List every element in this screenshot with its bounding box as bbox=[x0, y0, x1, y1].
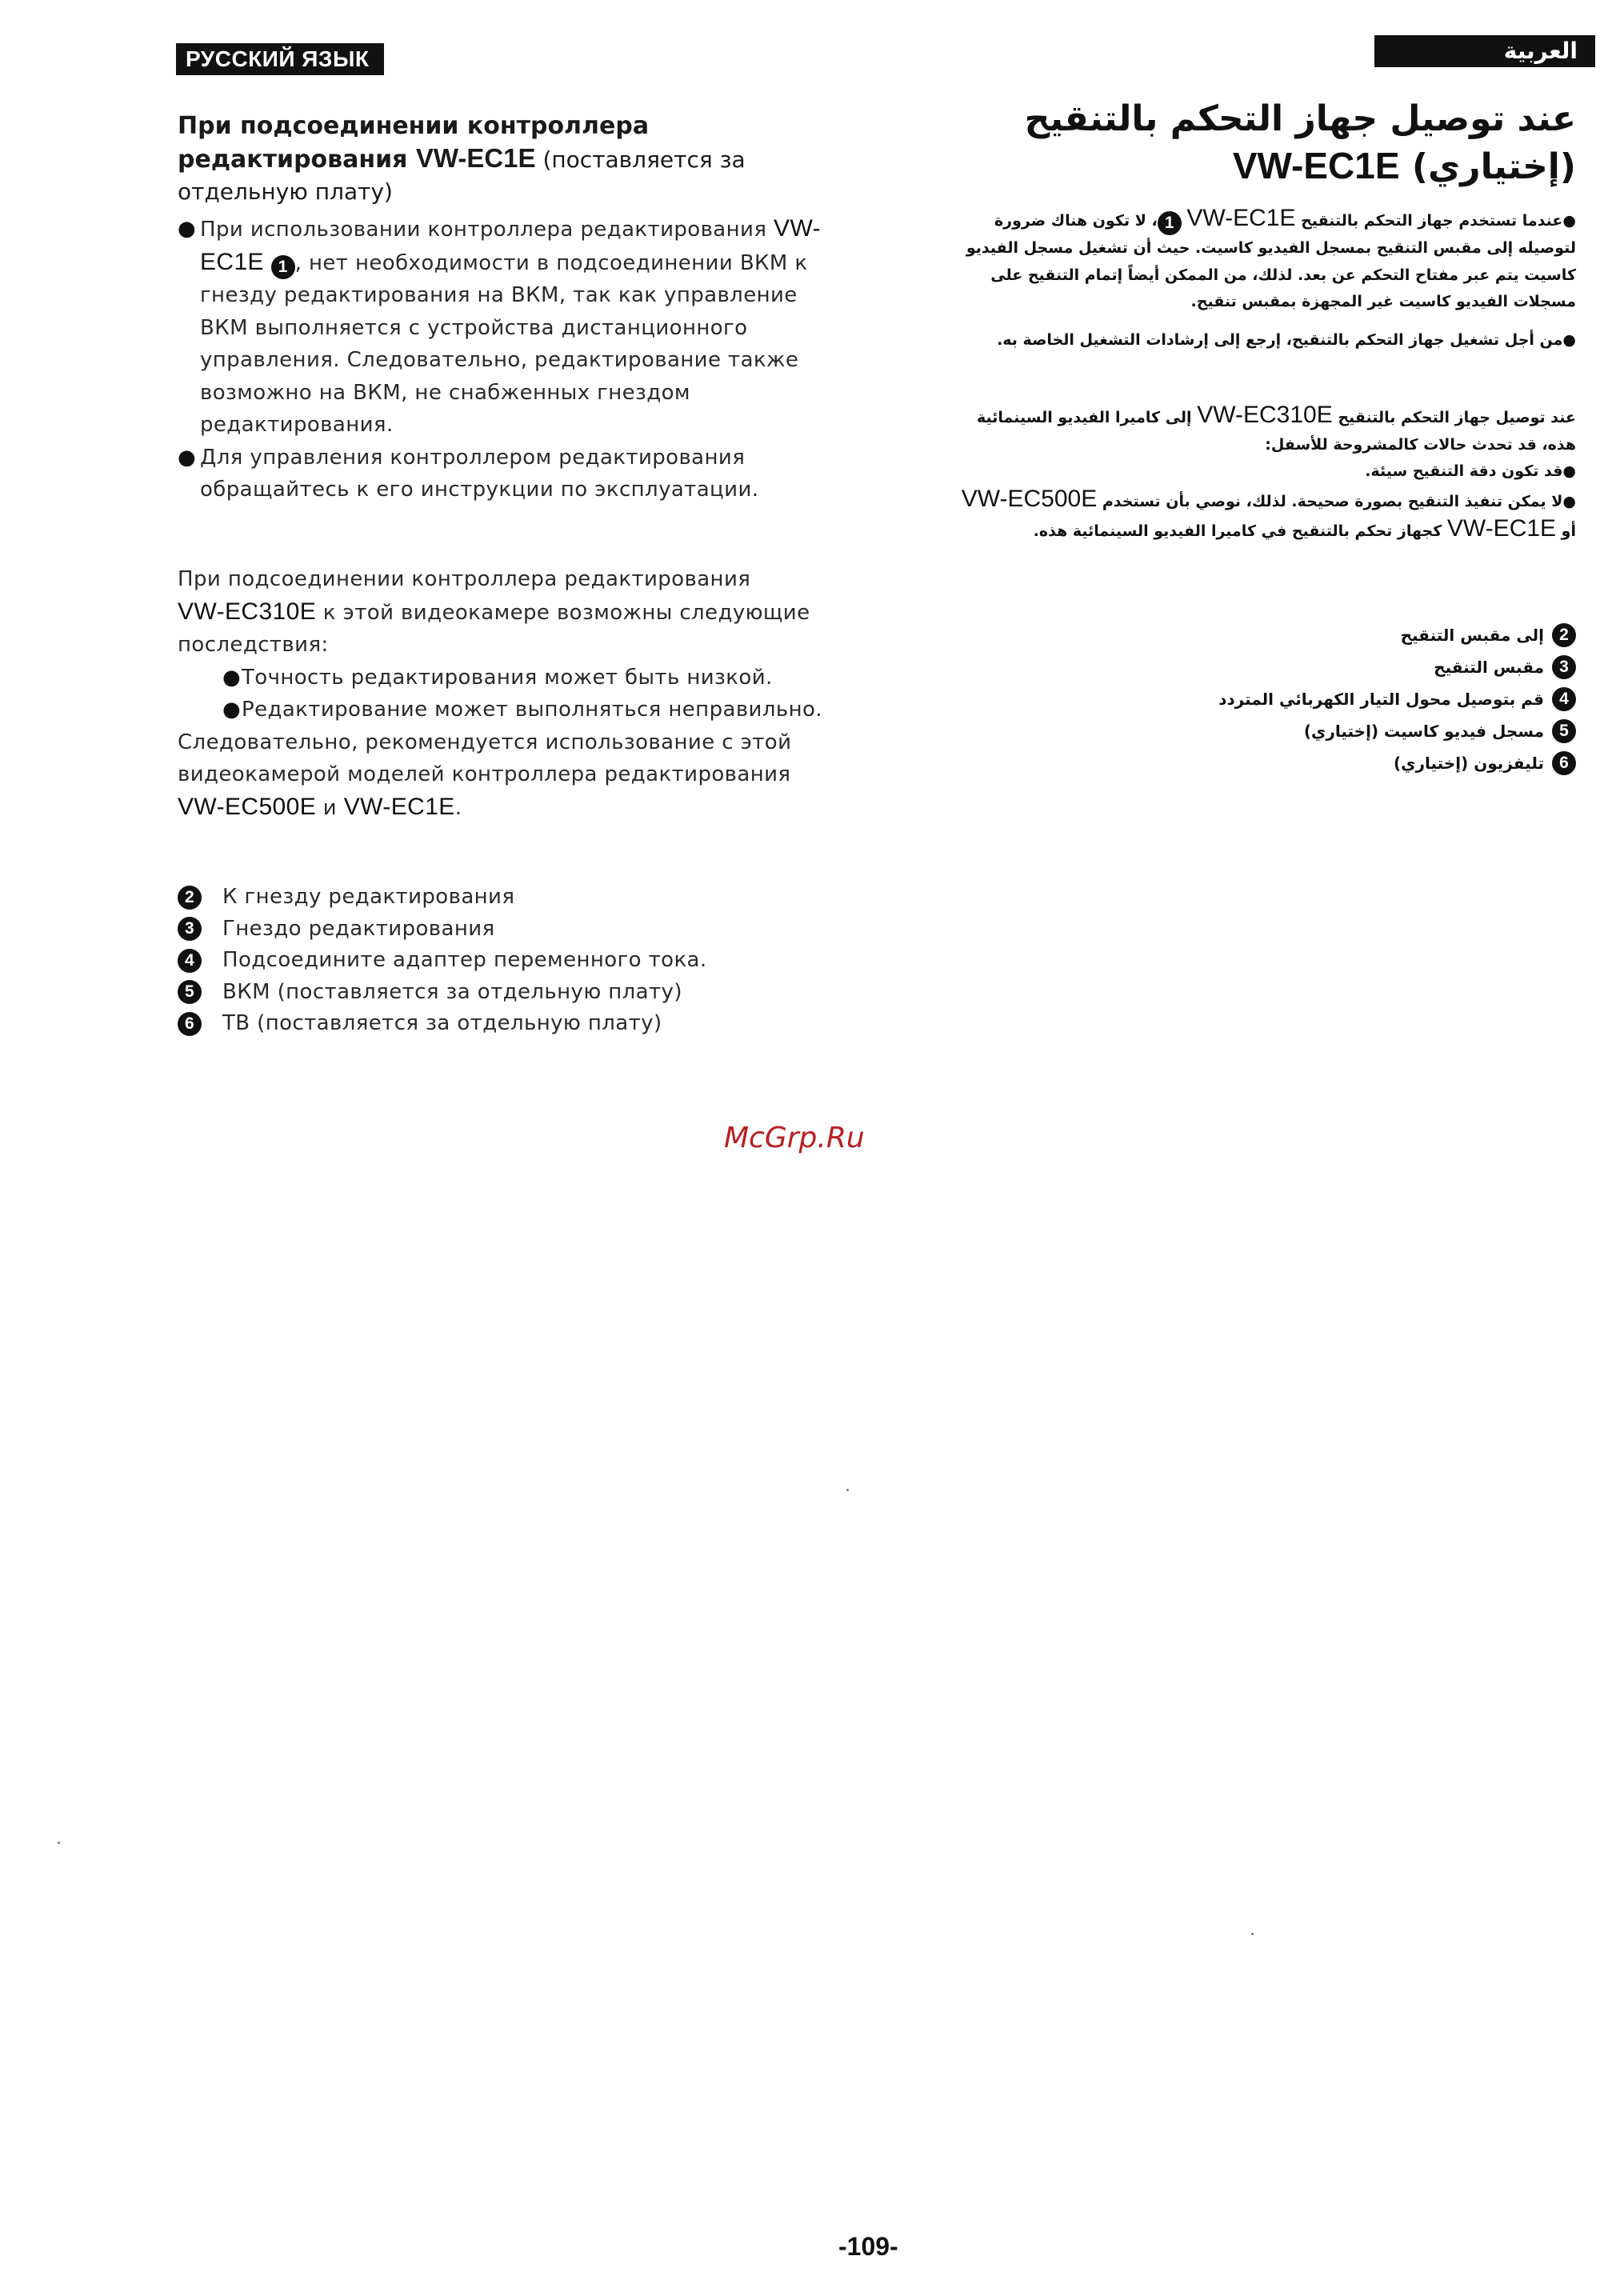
bullet-dot-icon: ● bbox=[1562, 212, 1576, 230]
bullet-text: При использовании контроллера редактирования bbox=[200, 218, 774, 242]
paragraph-text: كجهاز تحكم بالتنقيح في كاميرا الفيديو السينمائية هذه. bbox=[1033, 522, 1447, 540]
bullet-dot-icon: ● bbox=[178, 217, 197, 241]
legend-item bbox=[1176, 747, 1576, 779]
model-name: VW-EC310E bbox=[178, 598, 317, 625]
bullet-item bbox=[952, 205, 1576, 316]
bullet-dot-icon: ● bbox=[1562, 492, 1576, 510]
language-badge-arabic: العربية bbox=[1374, 35, 1595, 67]
language-badge-russian: РУССКИЙ ЯЗЫК bbox=[176, 43, 384, 75]
list-item-text: قد تكون دقة التنقيح سيئة. bbox=[1365, 462, 1563, 480]
callout-number-icon: 5 bbox=[178, 980, 202, 1004]
consequence-list bbox=[178, 662, 850, 726]
legend-item bbox=[178, 1008, 850, 1040]
model-name: VW-EC1E bbox=[343, 793, 455, 820]
legend-text: قم بتوصيل محول التيار الكهربائي المتردد bbox=[1218, 690, 1544, 709]
heading-text: редактирования bbox=[178, 146, 416, 174]
model-name: VW-EC1E bbox=[415, 143, 536, 173]
bullet-item bbox=[952, 327, 1576, 354]
arabic-bullet-list bbox=[952, 205, 1576, 365]
callout-number-icon: 4 bbox=[178, 949, 202, 973]
callout-number-icon: 1 bbox=[271, 255, 295, 279]
heading-line: عند توصيل جهاز التحكم بالتنقيح bbox=[1024, 98, 1576, 139]
scan-speck bbox=[1251, 1933, 1254, 1935]
heading-paren: (поставляется за bbox=[535, 146, 746, 173]
legend-item bbox=[178, 882, 850, 914]
legend-item bbox=[178, 977, 850, 1009]
paragraph-conclusion bbox=[178, 726, 850, 825]
callout-number-icon: 2 bbox=[1552, 623, 1576, 647]
russian-bullet-list bbox=[178, 213, 850, 506]
bullet-dot-icon: ● bbox=[178, 445, 197, 470]
list-item-text: لا يمكن تنفيذ التنقيح بصورة صحيحة. لذلك، نوصي بأن تستخدم bbox=[1097, 492, 1563, 510]
list-item bbox=[944, 458, 1576, 486]
paragraph-text: Следовательно, рекомендуется использование с этой видеокамерой моделей контроллера редактирования bbox=[178, 730, 792, 786]
callout-number-icon: 1 bbox=[1158, 211, 1182, 235]
heading-line bbox=[968, 142, 1576, 190]
model-name: VW-EC1E bbox=[1186, 205, 1296, 231]
paragraph-text: к этой видеокамере возможны следующие последствия: bbox=[178, 600, 810, 657]
legend-text: ТВ (поставляется за отдельную плату) bbox=[222, 1011, 662, 1035]
bullet-text: , нет необходимости в подсоединении ВКМ к гнезду редактирования на ВКМ, так как управление ВКМ выполняется с устройства дистанционного управления. Следовательно, редактирование также возможно на ВКМ, не снабженных гнездом редактирования. bbox=[200, 250, 808, 437]
bullet-text: من أجل تشغيل جهاز التحكم بالتنقيح، إرجع إلى إرشادات التشغيل الخاصة به. bbox=[997, 330, 1563, 349]
russian-section-heading bbox=[178, 110, 850, 208]
paragraph-text: إلى كاميرا الفيديو السينمائية هذه، قد تحدث حالات كالمشروحة للأسفل: bbox=[976, 409, 1576, 454]
legend-text: مقبس التنقيح bbox=[1434, 658, 1544, 677]
list-item bbox=[178, 694, 850, 726]
legend-item bbox=[1176, 651, 1576, 683]
callout-number-icon: 6 bbox=[178, 1012, 202, 1036]
legend-item bbox=[178, 914, 850, 946]
model-name: VW-EC310E bbox=[1197, 402, 1333, 428]
model-name: VW-EC500E bbox=[961, 485, 1098, 512]
paragraph-intro bbox=[178, 563, 850, 662]
paragraph-text: عند توصيل جهاز التحكم بالتنقيح bbox=[1332, 409, 1576, 426]
heading-paren: (إختياري) bbox=[1411, 146, 1576, 187]
legend-text: تليفزيون (إختياري) bbox=[1394, 754, 1544, 773]
bullet-item bbox=[178, 213, 850, 442]
paragraph-text: При подсоединении контроллера редактирования bbox=[178, 567, 751, 591]
bullet-dot-icon: ● bbox=[1562, 330, 1576, 349]
watermark: McGrp.Ru bbox=[724, 1122, 865, 1154]
legend-item bbox=[178, 945, 850, 977]
legend-text: Гнездо редактирования bbox=[222, 916, 495, 941]
heading-line bbox=[178, 142, 850, 176]
arabic-ec310e-paragraph bbox=[944, 402, 1576, 546]
model-name: VW-EC1E bbox=[1232, 145, 1400, 186]
list-item bbox=[178, 662, 850, 694]
bullet-text: عندما تستخدم جهاز التحكم بالتنقيح bbox=[1295, 212, 1563, 230]
heading-line: отдельную плату) bbox=[178, 178, 393, 205]
list-item-text: Редактирование может выполняться неправильно. bbox=[242, 698, 822, 722]
legend-text: إلى مقبس التنقيح bbox=[1400, 626, 1544, 645]
legend-text: ВКМ (поставляется за отдельную плату) bbox=[222, 979, 682, 1004]
scan-speck bbox=[58, 1842, 60, 1844]
russian-legend-list bbox=[178, 882, 850, 1040]
callout-number-icon: 3 bbox=[178, 917, 202, 941]
arabic-legend-list bbox=[1176, 619, 1576, 779]
bullet-item bbox=[178, 442, 850, 506]
paragraph-text: и bbox=[316, 795, 344, 820]
paragraph-text: . bbox=[454, 795, 462, 820]
bullet-dot-icon: ● bbox=[222, 665, 242, 690]
list-item-text: Точность редактирования может быть низкой. bbox=[242, 665, 773, 690]
russian-ec310e-paragraph bbox=[178, 563, 850, 824]
legend-text: مسجل فيديو كاسيت (إختياري) bbox=[1303, 722, 1544, 741]
callout-number-icon: 3 bbox=[1552, 655, 1576, 679]
callout-number-icon: 2 bbox=[178, 886, 202, 910]
model-name: VW-EC1E bbox=[1446, 515, 1557, 542]
bullet-text: ، لا تكون هناك ضرورة لتوصيله إلى مقبس التنقيح بمسجل الفيديو كاسيت. حيث أن تشغيل مسجل الفيديو كاسيت يتم عبر مفتاح التحكم عن بعد. لذلك، من الممكن أيضاً إتمام التنقيح على مسجلات الفيديو كاسيت غير المجهزة بمقبس تنقيح. bbox=[966, 212, 1576, 310]
model-name: VW-EC500E bbox=[178, 793, 317, 820]
list-item bbox=[944, 486, 1576, 546]
legend-item bbox=[1176, 619, 1576, 651]
bullet-dot-icon: ● bbox=[222, 698, 242, 722]
callout-number-icon: 5 bbox=[1552, 719, 1576, 743]
page-number: -109- bbox=[838, 2232, 898, 2261]
callout-number-icon: 4 bbox=[1552, 687, 1576, 711]
legend-text: К гнезду редактирования bbox=[222, 885, 515, 909]
legend-item bbox=[1176, 683, 1576, 715]
model-name: VW-EC1E bbox=[200, 215, 822, 275]
heading-line: При подсоединении контроллера bbox=[178, 112, 650, 140]
arabic-section-heading bbox=[968, 96, 1576, 190]
legend-item bbox=[1176, 715, 1576, 747]
callout-number-icon: 6 bbox=[1552, 751, 1576, 775]
legend-text: Подсоедините адаптер переменного тока. bbox=[222, 948, 707, 972]
paragraph-text: أو bbox=[1556, 522, 1576, 540]
bullet-dot-icon: ● bbox=[1562, 462, 1576, 480]
scan-speck bbox=[846, 1489, 849, 1491]
bullet-text: Для управления контроллером редактирования обращайтесь к его инструкции по эксплуатации. bbox=[200, 445, 759, 502]
paragraph-intro bbox=[944, 402, 1576, 458]
